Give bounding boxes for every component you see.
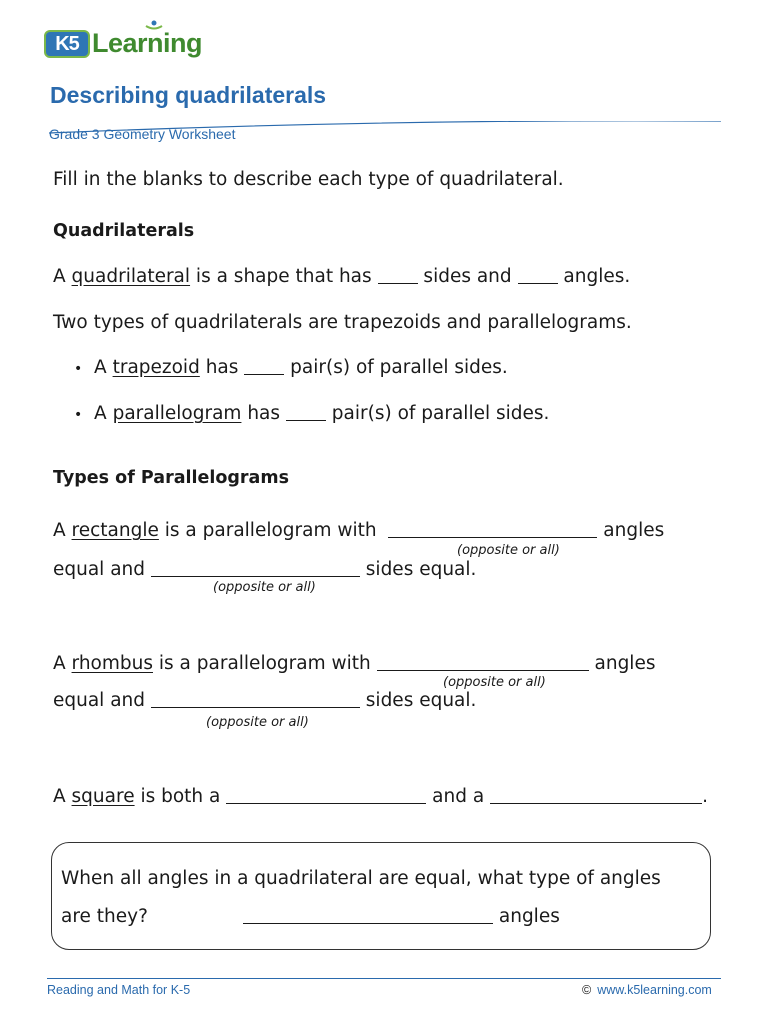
rhombus-definition-line2: equal and sides equal. [53,690,477,711]
blank-rectangle-angles[interactable] [388,519,597,538]
term-rhombus: rhombus [71,653,153,674]
footer-tagline: Reading and Math for K-5 [47,983,191,997]
blank-rhombus-sides[interactable] [151,689,360,708]
blank-angle-type[interactable] [243,905,493,924]
blank-angles[interactable] [518,265,558,284]
blank-square-second[interactable] [490,785,702,804]
blank-sides[interactable] [378,265,418,284]
section-heading-parallelograms: Types of Parallelograms [53,468,290,488]
hint-opposite-or-all: (opposite or all) [206,715,309,730]
question-text-line2: are they? [61,906,148,927]
rectangle-definition-line1: A rectangle is a parallelogram with angles [53,520,665,541]
instructions: Fill in the blanks to describe each type of quadrilateral. [53,169,564,190]
website-link[interactable]: www.k5learning.com [597,983,712,997]
page-title: Describing quadrilaterals [50,82,327,108]
blank-parallelogram-pairs[interactable] [286,402,326,421]
rectangle-definition-line2: equal and sides equal. [53,559,477,580]
question-answer: angles [243,905,560,929]
blank-square-first[interactable] [226,785,426,804]
square-definition: A square is both a and a . [53,786,708,807]
list-item: • A trapezoid has pair(s) of parallel sides. [74,357,508,378]
k5-learning-logo [44,20,214,62]
logo-figure-icon [144,20,164,34]
blank-rectangle-sides[interactable] [151,558,360,577]
question-box [51,842,711,950]
question-text-line1: When all angles in a quadrilateral are equal, what type of angles [61,868,661,889]
section-heading-quadrilaterals: Quadrilaterals [53,221,195,241]
logo-wordmark: Learning [92,28,203,58]
copyright-icon: © [582,983,592,997]
types-sentence: Two types of quadrilaterals are trapezoids and parallelograms. [53,312,632,333]
footer-website[interactable] [582,983,712,997]
term-rectangle: rectangle [71,520,159,541]
hint-opposite-or-all: (opposite or all) [457,543,560,558]
list-item: • A parallelogram has pair(s) of parallel sides. [74,403,550,424]
blank-rhombus-angles[interactable] [377,652,589,671]
footer-divider [47,978,721,979]
term-parallelogram: parallelogram [112,403,242,424]
term-trapezoid: trapezoid [112,357,200,378]
term-square: square [71,786,135,807]
rhombus-definition-line1: A rhombus is a parallelogram with angles [53,653,656,674]
page-subtitle: Grade 3 Geometry Worksheet [49,126,236,142]
hint-opposite-or-all: (opposite or all) [213,580,316,595]
quadrilateral-definition: A quadrilateral is a shape that has sides and angles. [53,266,631,287]
hint-opposite-or-all: (opposite or all) [443,675,546,690]
k5-badge: K5 [44,30,90,58]
term-quadrilateral: quadrilateral [71,266,191,287]
blank-trapezoid-pairs[interactable] [244,356,284,375]
